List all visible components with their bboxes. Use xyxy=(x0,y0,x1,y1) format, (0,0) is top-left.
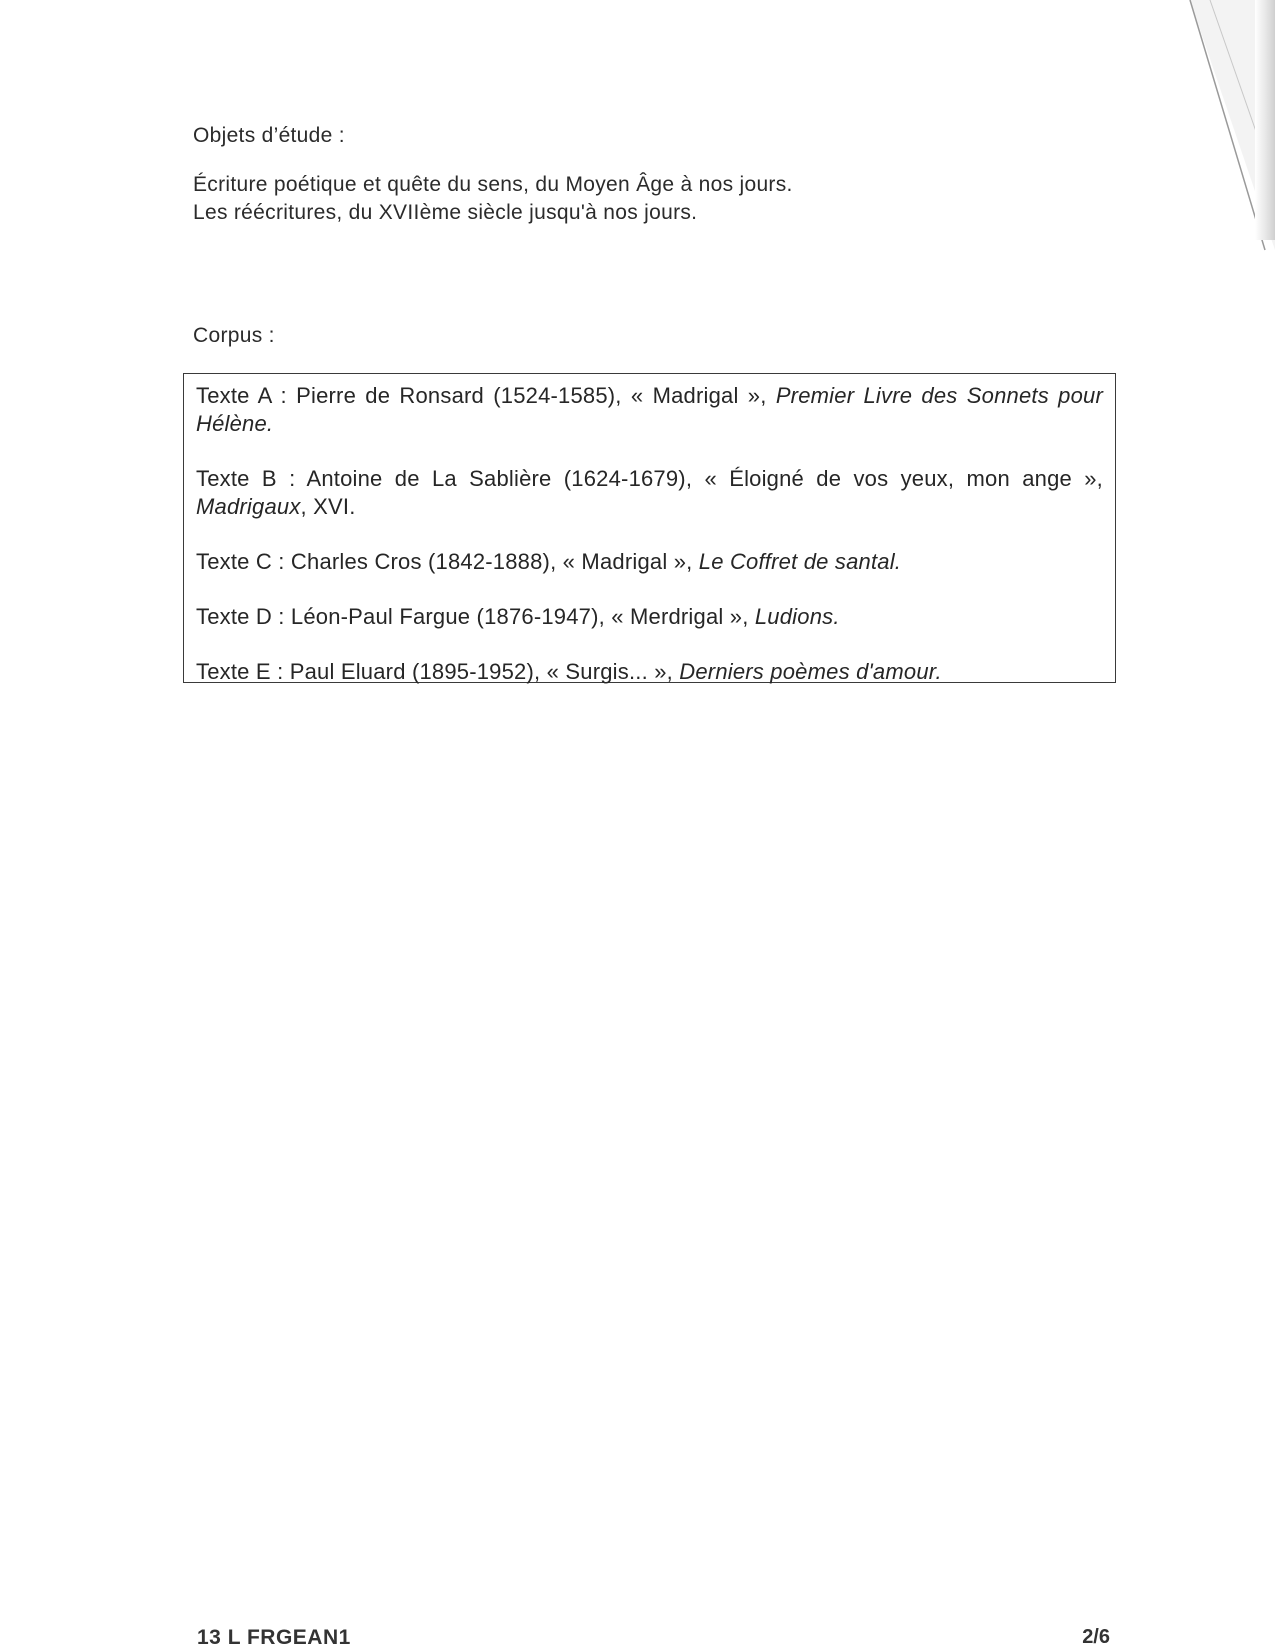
page-fold-shadow xyxy=(1095,0,1275,260)
objets-list xyxy=(193,171,793,227)
corpus-entry-lead: Texte B : Antoine de La Sablière (1624-1679), « Éloigné de vos yeux, mon ange », xyxy=(196,466,1103,491)
corpus-entry-lead: Texte E : Paul Eluard (1895-1952), « Surgis... », xyxy=(196,659,680,684)
corpus-entry-a xyxy=(196,382,1103,438)
footer-exam-code: 13 L FRGEAN1 xyxy=(197,1626,351,1649)
corpus-entry-work: Madrigaux xyxy=(196,494,301,519)
corpus-entry-lead: Texte A : Pierre de Ronsard (1524-1585), « Madrigal », xyxy=(196,383,776,408)
corpus-entry-tail: , XVI. xyxy=(300,494,356,519)
corpus-entry-work: Ludions. xyxy=(754,604,840,629)
objets-title: Objets d’étude : xyxy=(193,124,345,147)
objet-line: Les réécritures, du XVIIème siècle jusqu'à nos jours. xyxy=(193,201,698,224)
corpus-entry-work: Premier Livre des Sonnets pour Hélène. xyxy=(196,383,1103,436)
corpus-entry-e xyxy=(196,658,1103,686)
page-edge-shadow xyxy=(1255,0,1275,240)
corpus-entry-b xyxy=(196,465,1103,521)
corpus-title: Corpus : xyxy=(193,324,275,347)
objet-line: Écriture poétique et quête du sens, du Moyen Âge à nos jours. xyxy=(193,173,793,196)
corpus-entry-d xyxy=(196,603,1103,631)
corpus-box xyxy=(183,373,1116,683)
corpus-entry-work: Derniers poèmes d'amour. xyxy=(679,659,942,684)
corpus-entry-lead: Texte D : Léon-Paul Fargue (1876-1947), « Merdrigal », xyxy=(196,604,755,629)
corpus-entry-c xyxy=(196,548,1103,576)
footer-page-number: 2/6 xyxy=(1082,1626,1110,1648)
corpus-entry-work: Le Coffret de santal. xyxy=(698,549,902,574)
corpus-entry-lead: Texte C : Charles Cros (1842-1888), « Madrigal », xyxy=(196,549,699,574)
